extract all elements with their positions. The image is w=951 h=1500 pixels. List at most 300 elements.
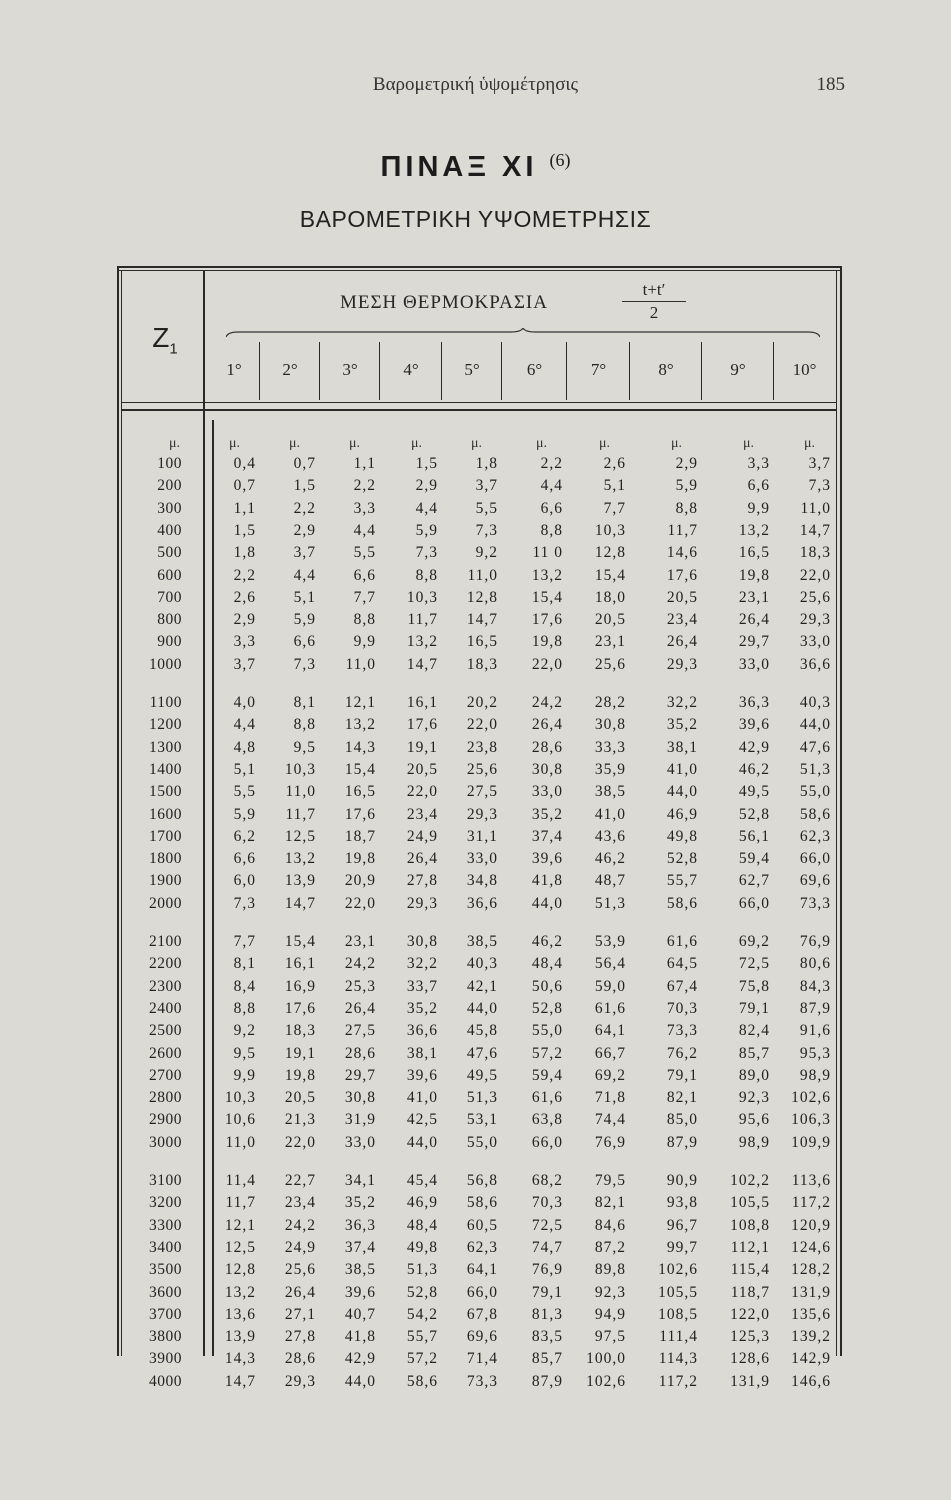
- table-cell: 85,7: [738, 1044, 770, 1062]
- table-cell: 21,3: [284, 1111, 316, 1129]
- table-cell: 33,0: [466, 850, 498, 868]
- table-cell: 35,9: [594, 760, 626, 778]
- table-cell: 57,2: [531, 1044, 563, 1062]
- table-cell: 4,4: [353, 521, 376, 539]
- table-cell: 0,7: [293, 455, 316, 472]
- column-header: 7°: [590, 360, 607, 379]
- table-cell: 38,5: [466, 933, 498, 950]
- table-cell: 13,2: [406, 633, 438, 651]
- table-cell: 45,8: [466, 1022, 498, 1040]
- table-cell: 17,6: [666, 566, 698, 584]
- table-cell: 5,9: [233, 805, 256, 823]
- table-cell: 105,5: [658, 1283, 698, 1301]
- table-cell: 8,4: [233, 977, 256, 995]
- table-cell: 11,7: [667, 521, 698, 539]
- table-cell: 29,3: [466, 805, 498, 823]
- table-cell: 100,0: [586, 1350, 626, 1368]
- table-cell: 55,0: [531, 1022, 563, 1040]
- table-cell: 72,5: [738, 955, 770, 973]
- table-cell: 19,8: [531, 633, 563, 651]
- altitude-value: 3500: [149, 1261, 182, 1279]
- table-cell: 7,3: [475, 521, 498, 539]
- header-brace: [226, 328, 820, 338]
- table-cell: 1,8: [475, 455, 498, 472]
- table-cell: 49,8: [666, 827, 698, 845]
- unit-label: μ.: [228, 436, 240, 451]
- unit-label: μ.: [598, 436, 610, 451]
- table-cell: 92,3: [738, 1089, 770, 1107]
- table-cell: 79,1: [738, 999, 770, 1017]
- table-cell: 19,8: [284, 1066, 316, 1084]
- table-cell: 5,5: [353, 544, 376, 562]
- table-cell: 27,5: [466, 783, 498, 801]
- table-cell: 19,1: [406, 738, 438, 756]
- table-cell: 9,5: [233, 1044, 256, 1062]
- table-cell: 31,9: [344, 1111, 376, 1129]
- table-cell: 23,4: [284, 1194, 316, 1212]
- table-cell: 42,9: [738, 738, 770, 756]
- altitude-value: 1000: [149, 655, 182, 673]
- table-cell: 51,3: [594, 894, 626, 912]
- table-cell: 37,4: [344, 1238, 376, 1256]
- table-cell: 1,1: [233, 499, 256, 517]
- table-cell: 2,9: [293, 521, 316, 539]
- table-cell: 3,7: [808, 455, 831, 472]
- table-cell: 1,5: [415, 455, 438, 472]
- table-cell: 7,3: [233, 894, 256, 912]
- table-cell: 51,3: [466, 1089, 498, 1107]
- z-symbol: Z: [152, 322, 170, 353]
- table-cell: 25,6: [284, 1261, 316, 1279]
- table-cell: 41,8: [531, 872, 563, 890]
- table-cell: 35,2: [666, 716, 698, 734]
- table-cell: 58,6: [406, 1372, 438, 1390]
- table-cell: 41,0: [406, 1089, 438, 1107]
- table-cell: 12,1: [224, 1216, 256, 1234]
- table-cell: 22,0: [531, 655, 563, 673]
- table-cell: 52,8: [666, 850, 698, 868]
- table-cell: 73,3: [466, 1372, 498, 1390]
- table-cell: 30,8: [406, 933, 438, 950]
- table-cell: 62,3: [466, 1238, 498, 1256]
- table-cell: 61,6: [666, 933, 698, 950]
- table-cell: 66,0: [738, 894, 770, 912]
- table-cell: 74,7: [531, 1238, 563, 1256]
- table-cell: 58,6: [799, 805, 831, 823]
- table-cell: 1,1: [353, 455, 376, 472]
- table-cell: 79,1: [666, 1066, 698, 1084]
- table-cell: 98,9: [738, 1133, 770, 1151]
- table-cell: 102,6: [658, 1261, 698, 1279]
- table-cell: 61,6: [531, 1089, 563, 1107]
- unit-label: μ.: [803, 436, 815, 451]
- altitude-value: 3000: [149, 1133, 182, 1151]
- unit-label: μ.: [742, 436, 754, 451]
- table-cell: 99,7: [666, 1238, 698, 1256]
- column-header-separator: [441, 342, 442, 400]
- table-cell: 87,9: [666, 1133, 698, 1151]
- table-cell: 20,9: [344, 872, 376, 890]
- table-cell: 18,3: [466, 655, 498, 673]
- table-cell: 43,6: [594, 827, 626, 845]
- table-cell: 47,6: [799, 738, 831, 756]
- table-cell: 25,6: [799, 588, 831, 606]
- fraction-denominator: 2: [649, 303, 659, 322]
- table-cell: 87,9: [531, 1372, 563, 1390]
- table-cell: 13,6: [224, 1305, 256, 1323]
- table-cell: 36,6: [799, 655, 831, 673]
- altitude-value: 3800: [149, 1328, 182, 1346]
- table-cell: 26,4: [738, 611, 770, 629]
- table-cell: 34,8: [466, 872, 498, 890]
- column-header-separator: [566, 342, 567, 400]
- table-cell: 93,8: [666, 1194, 698, 1212]
- table-cell: 16,5: [344, 783, 376, 801]
- table-cell: 19,8: [344, 850, 376, 868]
- table-cell: 16,5: [738, 544, 770, 562]
- table-cell: 92,3: [594, 1283, 626, 1301]
- table-cell: 10,6: [224, 1111, 256, 1129]
- table-cell: 26,4: [666, 633, 698, 651]
- table-cell: 128,6: [730, 1350, 770, 1368]
- table-cell: 48,4: [531, 955, 563, 973]
- table-subtitle: ΒΑΡΟΜΕΤΡΙΚΗ ΥΨΟΜΕΤΡΗΣΙΣ: [299, 206, 652, 232]
- table-cell: 1,8: [233, 544, 256, 562]
- table-cell: 117,2: [658, 1372, 698, 1390]
- altitude-value: 1400: [149, 760, 182, 778]
- running-title: Βαρομετρική ὑψομέτρησις: [372, 74, 579, 95]
- table-cell: 26,4: [406, 850, 438, 868]
- fraction-numerator: t+t′: [622, 280, 686, 302]
- table-cell: 13,2: [284, 850, 316, 868]
- table-cell: 9,9: [747, 499, 770, 517]
- table-cell: 12,5: [224, 1238, 256, 1256]
- table-cell: 18,3: [799, 544, 831, 562]
- z-column-header: [140, 322, 190, 358]
- table-cell: 5,9: [675, 477, 698, 495]
- table-cell: 79,5: [594, 1172, 626, 1189]
- table-cell: 29,7: [344, 1066, 376, 1084]
- table-cell: 33,0: [531, 783, 563, 801]
- table-cell: 109,9: [791, 1133, 831, 1151]
- table-cell: 2,2: [540, 455, 563, 472]
- table-cell: 3,7: [233, 655, 256, 673]
- table-cell: 69,6: [466, 1328, 498, 1346]
- table-cell: 50,6: [531, 977, 563, 995]
- table-cell: 27,8: [406, 872, 438, 890]
- table-cell: 76,9: [799, 933, 831, 950]
- table-cell: 102,2: [730, 1172, 770, 1189]
- altitude-value: 1100: [149, 694, 182, 711]
- table-cell: 52,8: [406, 1283, 438, 1301]
- table-cell: 47,6: [466, 1044, 498, 1062]
- table-cell: 98,9: [799, 1066, 831, 1084]
- unit-label: μ.: [535, 436, 547, 451]
- altitude-value: 200: [157, 477, 182, 495]
- table-cell: 15,4: [284, 933, 316, 950]
- table-cell: 35,2: [406, 999, 438, 1017]
- table-cell: 105,5: [730, 1194, 770, 1212]
- table-cell: 20,5: [284, 1089, 316, 1107]
- table-cell: 66,0: [799, 850, 831, 868]
- table-cell: 9,5: [293, 738, 316, 756]
- table-cell: 10,3: [406, 588, 438, 606]
- table-cell: 4,4: [540, 477, 563, 495]
- table-cell: 33,0: [799, 633, 831, 651]
- table-cell: 128,2: [791, 1261, 831, 1279]
- table-cell: 44,0: [406, 1133, 438, 1151]
- altitude-value: 3900: [149, 1350, 182, 1368]
- table-cell: 11,0: [467, 566, 498, 584]
- table-cell: 28,6: [344, 1044, 376, 1062]
- table-cell: 23,4: [406, 805, 438, 823]
- table-cell: 55,0: [799, 783, 831, 801]
- table-cell: 82,1: [666, 1089, 698, 1107]
- table-cell: 33,0: [344, 1133, 376, 1151]
- altitude-value: 3700: [149, 1305, 182, 1323]
- table-cell: 36,6: [406, 1022, 438, 1040]
- table-cell: 39,6: [406, 1066, 438, 1084]
- table-cell: 10,3: [224, 1089, 256, 1107]
- table-cell: 52,8: [531, 999, 563, 1017]
- table-cell: 91,6: [799, 1022, 831, 1040]
- altitude-value: 1600: [149, 805, 182, 823]
- table-cell: 3,7: [475, 477, 498, 495]
- unit-label: μ.: [670, 436, 682, 451]
- table-cell: 2,9: [675, 455, 698, 472]
- temperature-header: ΜΕΣΗ ΘΕΡΜΟΚΡΑΣΙΑ: [340, 292, 548, 313]
- table-cell: 26,4: [284, 1283, 316, 1301]
- table-cell: 4,8: [233, 738, 256, 756]
- table-cell: 108,8: [730, 1216, 770, 1234]
- table-cell: 16,1: [284, 955, 316, 973]
- table-cell: 8,8: [233, 999, 256, 1017]
- altitude-value: 1800: [149, 850, 182, 868]
- table-right-rule: [840, 266, 842, 1356]
- temperature-fraction: [622, 280, 686, 323]
- unit-label: μ.: [288, 436, 300, 451]
- table-cell: 7,7: [233, 933, 256, 950]
- table-cell: 80,6: [799, 955, 831, 973]
- table-cell: 7,7: [603, 499, 626, 517]
- table-cell: 11,0: [225, 1133, 256, 1151]
- table-cell: 2,6: [233, 588, 256, 606]
- table-cell: 5,5: [233, 783, 256, 801]
- page-number: 185: [816, 74, 845, 95]
- table-cell: 45,4: [406, 1172, 438, 1189]
- z-separator-rule: [203, 270, 205, 1356]
- table-cell: 83,5: [531, 1328, 563, 1346]
- table-cell: 27,5: [344, 1022, 376, 1040]
- table-cell: 6,6: [353, 566, 376, 584]
- table-cell: 9,2: [233, 1022, 256, 1040]
- table-cell: 67,4: [666, 977, 698, 995]
- table-cell: 11,0: [800, 499, 831, 517]
- table-cell: 42,5: [406, 1111, 438, 1129]
- table-cell: 30,8: [531, 760, 563, 778]
- table-cell: 2,6: [603, 455, 626, 472]
- z-subscript: 1: [169, 340, 178, 358]
- table-cell: 8,8: [293, 716, 316, 734]
- table-cell: 23,1: [738, 588, 770, 606]
- table-cell: 95,3: [799, 1044, 831, 1062]
- table-cell: 102,6: [586, 1372, 626, 1390]
- table-cell: 12,8: [594, 544, 626, 562]
- table-cell: 5,1: [233, 760, 256, 778]
- table-cell: 40,7: [344, 1305, 376, 1323]
- table-cell: 63,8: [531, 1111, 563, 1129]
- altitude-value: 2300: [149, 977, 182, 995]
- table-cell: 36,3: [738, 694, 770, 711]
- table-cell: 5,1: [603, 477, 626, 495]
- table-cell: 2,9: [233, 611, 256, 629]
- table-cell: 97,5: [594, 1328, 626, 1346]
- table-cell: 56,8: [466, 1172, 498, 1189]
- table-cell: 11,7: [407, 611, 438, 629]
- unit-label: μ.: [348, 436, 360, 451]
- table-title: [0, 150, 951, 184]
- table-cell: 89,8: [594, 1261, 626, 1279]
- table-cell: 18,7: [344, 827, 376, 845]
- table-cell: 2,2: [233, 566, 256, 584]
- altitude-value: 500: [157, 544, 182, 562]
- table-cell: 13,2: [224, 1283, 256, 1301]
- table-cell: 3,3: [353, 499, 376, 517]
- table-cell: 46,2: [594, 850, 626, 868]
- table-cell: 79,1: [531, 1283, 563, 1301]
- altitude-value: 4000: [149, 1372, 182, 1390]
- table-cell: 23,1: [594, 633, 626, 651]
- table-cell: 71,4: [466, 1350, 498, 1368]
- table-cell: 48,7: [594, 872, 626, 890]
- table-cell: 135,6: [791, 1305, 831, 1323]
- altitude-value: 400: [157, 521, 182, 539]
- table-cell: 44,0: [799, 716, 831, 734]
- header-bottom-rule: [121, 402, 837, 403]
- table-cell: 40,3: [799, 694, 831, 711]
- column-header: 10°: [792, 360, 817, 379]
- altitude-value: 2800: [149, 1089, 182, 1107]
- table-cell: 6,0: [233, 872, 256, 890]
- table-cell: 24,2: [284, 1216, 316, 1234]
- table-cell: 52,8: [738, 805, 770, 823]
- table-cell: 17,6: [284, 999, 316, 1017]
- table-cell: 114,3: [658, 1350, 698, 1368]
- table-cell: 139,2: [791, 1328, 831, 1346]
- table-cell: 11,7: [225, 1194, 256, 1212]
- altitude-value: 700: [157, 588, 182, 606]
- column-header: 5°: [464, 360, 480, 379]
- altitude-value: 2000: [149, 894, 182, 912]
- table-cell: 76,2: [666, 1044, 698, 1062]
- table-cell: 39,6: [344, 1283, 376, 1301]
- table-cell: 72,5: [531, 1216, 563, 1234]
- table-cell: 84,3: [799, 977, 831, 995]
- table-cell: 32,2: [406, 955, 438, 973]
- table-title-suffix: (6): [549, 150, 571, 170]
- table-cell: 96,7: [666, 1216, 698, 1234]
- table-cell: 13,2: [738, 521, 770, 539]
- table-cell: 6,6: [233, 850, 256, 868]
- table-cell: 59,4: [531, 1066, 563, 1084]
- table-cell: 35,2: [344, 1194, 376, 1212]
- table-cell: 13,2: [531, 566, 563, 584]
- table-cell: 0,4: [233, 455, 256, 472]
- altitude-value: 1700: [149, 827, 182, 845]
- table-cell: 9,9: [353, 633, 376, 651]
- table-cell: 111,4: [659, 1328, 698, 1346]
- table-cell: 125,3: [730, 1328, 770, 1346]
- altitude-value: 1500: [149, 783, 182, 801]
- table-cell: 14,7: [466, 611, 498, 629]
- table-cell: 85,7: [531, 1350, 563, 1368]
- table-cell: 23,8: [466, 738, 498, 756]
- table-cell: 117,2: [791, 1194, 831, 1212]
- table-cell: 22,0: [284, 1133, 316, 1151]
- table-cell: 35,2: [531, 805, 563, 823]
- unit-label: μ.: [470, 436, 482, 451]
- table-cell: 17,6: [406, 716, 438, 734]
- table-top-rule: [117, 266, 842, 268]
- table-cell: 33,3: [594, 738, 626, 756]
- table-cell: 53,1: [466, 1111, 498, 1129]
- table-cell: 36,3: [344, 1216, 376, 1234]
- table-cell: 76,9: [594, 1133, 626, 1151]
- table-cell: 59,0: [594, 977, 626, 995]
- table-cell: 87,2: [594, 1238, 626, 1256]
- unit-label: μ.: [168, 436, 180, 451]
- table-cell: 41,0: [666, 760, 698, 778]
- table-cell: 94,9: [594, 1305, 626, 1323]
- altitude-value: 2600: [149, 1044, 182, 1062]
- table-cell: 67,8: [466, 1305, 498, 1323]
- table-cell: 58,6: [666, 894, 698, 912]
- table-cell: 142,9: [791, 1350, 831, 1368]
- table-cell: 14,7: [224, 1372, 256, 1390]
- table-cell: 122,0: [730, 1305, 770, 1323]
- table-cell: 38,1: [666, 738, 698, 756]
- table-cell: 49,8: [406, 1238, 438, 1256]
- table-cell: 84,6: [594, 1216, 626, 1234]
- table-cell: 81,3: [531, 1305, 563, 1323]
- table-cell: 73,3: [666, 1022, 698, 1040]
- table-cell: 18,0: [594, 588, 626, 606]
- table-cell: 27,1: [284, 1305, 316, 1323]
- table-cell: 2,2: [353, 477, 376, 495]
- header-bottom-rule-thick: [121, 409, 837, 411]
- altitude-value: 3200: [149, 1194, 182, 1212]
- table-cell: 7,3: [415, 544, 438, 562]
- table-cell: 8,8: [540, 521, 563, 539]
- table-cell: 70,3: [666, 999, 698, 1017]
- table-cell: 28,6: [284, 1350, 316, 1368]
- table-cell: 60,5: [466, 1216, 498, 1234]
- table-cell: 22,0: [344, 894, 376, 912]
- table-cell: 25,3: [344, 977, 376, 995]
- column-header-separator: [259, 342, 260, 400]
- table-cell: 49,5: [466, 1066, 498, 1084]
- table-cell: 118,7: [730, 1283, 770, 1301]
- table-cell: 22,7: [284, 1172, 316, 1189]
- table-cell: 0,7: [233, 477, 256, 495]
- table-cell: 22,0: [799, 566, 831, 584]
- table-cell: 95,6: [738, 1111, 770, 1129]
- table-cell: 18,3: [284, 1022, 316, 1040]
- table-cell: 44,0: [666, 783, 698, 801]
- table-cell: 42,1: [466, 977, 498, 995]
- table-cell: 56,1: [738, 827, 770, 845]
- table-cell: 28,6: [531, 738, 563, 756]
